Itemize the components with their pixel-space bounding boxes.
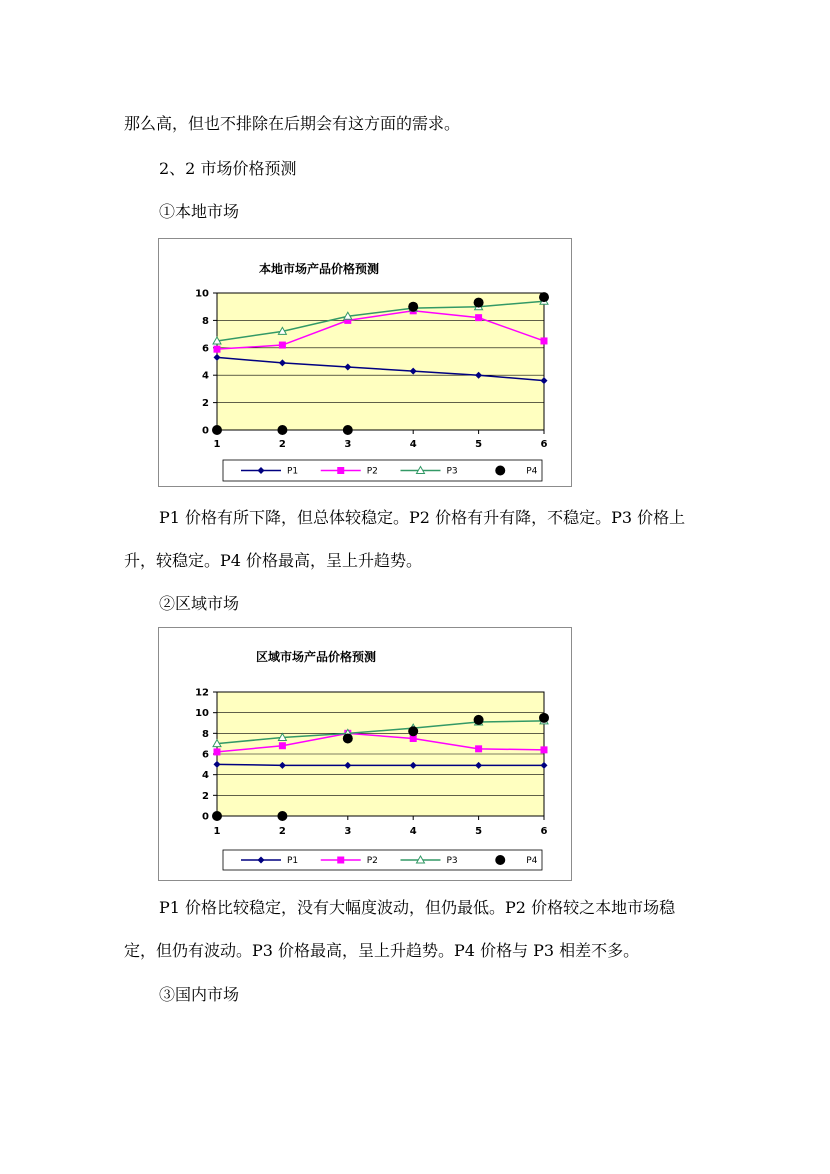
x-tick-label: 2 <box>278 439 286 450</box>
data-point-p4 <box>474 298 484 308</box>
x-tick-label: 4 <box>409 826 417 837</box>
x-tick-label: 3 <box>344 826 352 837</box>
x-tick-label: 6 <box>540 439 548 450</box>
legend-label: P2 <box>366 856 378 866</box>
y-tick-label: 8 <box>202 728 209 740</box>
data-point-p4 <box>539 292 549 302</box>
y-tick-label: 8 <box>202 315 209 327</box>
data-point-p4 <box>212 811 222 821</box>
paragraph-line: 那么高，但也不排除在后期会有这方面的需求。 <box>124 114 461 133</box>
paragraph-line: P1 价格有所下降，但总体较稳定。P2 价格有升有降，不稳定。P3 价格上 <box>159 508 686 527</box>
x-tick-label: 6 <box>540 826 548 837</box>
y-tick-label: 0 <box>202 425 209 437</box>
data-point-p4 <box>408 302 418 312</box>
x-tick-label: 4 <box>409 439 417 450</box>
subheading-domestic-market: ③国内市场 <box>159 985 240 1004</box>
data-point-p4 <box>343 734 353 744</box>
chart-title: 区域市场产品价格预测 <box>256 650 377 664</box>
y-tick-label: 0 <box>202 811 209 823</box>
data-point-p2 <box>214 748 221 755</box>
legend-label: P4 <box>526 466 538 477</box>
legend-label: P1 <box>287 856 299 866</box>
subheading-local-market: ①本地市场 <box>159 202 240 221</box>
y-tick-label: 4 <box>202 370 209 382</box>
x-tick-label: 5 <box>475 826 483 837</box>
paragraph-line: 升，较稳定。P4 价格最高，呈上升趋势。 <box>124 551 423 570</box>
subheading-regional-market: ②区域市场 <box>159 594 240 613</box>
legend-label: P4 <box>526 856 538 866</box>
y-tick-label: 12 <box>195 687 209 699</box>
data-point-p4 <box>212 425 222 435</box>
data-point-p4 <box>277 811 287 821</box>
data-point-p2 <box>279 742 286 749</box>
legend-marker-p4 <box>495 855 505 865</box>
legend-label: P2 <box>366 466 378 477</box>
section-heading: 2、2 市场价格预测 <box>159 159 297 178</box>
x-tick-label: 1 <box>213 826 221 837</box>
chart-local-market-svg <box>159 239 571 486</box>
legend-label: P1 <box>287 466 299 477</box>
data-point-p4 <box>408 726 418 736</box>
data-point-p2 <box>475 314 482 321</box>
data-point-p2 <box>541 337 548 344</box>
chart-regional-market-svg <box>159 628 571 880</box>
y-tick-label: 10 <box>195 708 209 720</box>
paragraph-line: 定，但仍有波动。P3 价格最高，呈上升趋势。P4 价格与 P3 相差不多。 <box>124 941 640 960</box>
data-point-p2 <box>541 746 548 753</box>
data-point-p4 <box>474 715 484 725</box>
x-tick-label: 3 <box>344 439 352 450</box>
y-tick-label: 2 <box>202 790 209 802</box>
data-point-p2 <box>475 745 482 752</box>
y-tick-label: 10 <box>195 288 209 300</box>
x-tick-label: 2 <box>278 826 286 837</box>
y-tick-label: 6 <box>202 749 209 761</box>
data-point-p2 <box>214 346 221 353</box>
legend-marker-p2 <box>337 467 344 474</box>
y-tick-label: 6 <box>202 343 209 355</box>
chart-title: 本地市场产品价格预测 <box>259 262 380 276</box>
y-tick-label: 2 <box>202 398 209 410</box>
legend-marker-p4 <box>495 466 505 476</box>
legend-label: P3 <box>446 466 458 477</box>
chart-regional-market <box>158 627 572 881</box>
data-point-p2 <box>279 342 286 349</box>
data-point-p4 <box>277 425 287 435</box>
paragraph-line: P1 价格比较稳定，没有大幅度波动，但仍最低。P2 价格较之本地市场稳 <box>159 898 676 917</box>
x-tick-label: 5 <box>475 439 483 450</box>
x-tick-label: 1 <box>213 439 221 450</box>
legend-label: P3 <box>446 856 458 866</box>
legend-marker-p2 <box>337 857 344 864</box>
chart-local-market <box>158 238 572 487</box>
y-tick-label: 4 <box>202 770 209 782</box>
data-point-p4 <box>343 425 353 435</box>
data-point-p4 <box>539 713 549 723</box>
